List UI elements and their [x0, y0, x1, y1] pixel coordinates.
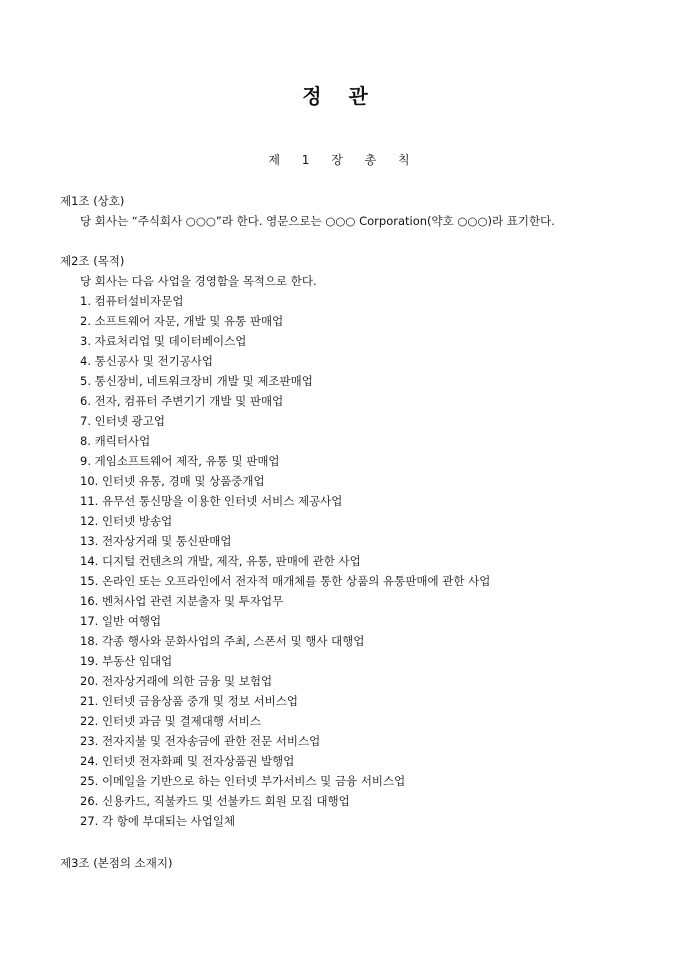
list-item: 19. 부동산 임대업	[80, 654, 173, 668]
list-item: 14. 디지털 컨텐츠의 개발, 제작, 유통, 판매에 관한 사업	[80, 554, 361, 568]
article-1-heading: 제1조 (상호)	[60, 194, 125, 208]
list-item: 1. 컴퓨터설비자문업	[80, 294, 184, 308]
list-item: 3. 자료처리업 및 데이터베이스업	[80, 334, 247, 348]
article-1-text: 당 회사는 “주식회사 ○○○”라 한다. 영문으로는 ○○○ Corporation(약호 ○○○)라 표기한다.	[80, 214, 555, 228]
list-item: 18. 각종 행사와 문화사업의 주최, 스폰서 및 행사 대행업	[80, 634, 365, 648]
list-item: 11. 유무선 통신망을 이용한 인터넷 서비스 제공사업	[80, 494, 343, 508]
list-item: 6. 전자, 컴퓨터 주변기기 개발 및 판매업	[80, 394, 284, 408]
list-item: 2. 소프트웨어 자문, 개발 및 유통 판매업	[80, 314, 284, 328]
article-3-heading: 제3조 (본점의 소재지)	[60, 856, 173, 870]
list-item: 23. 전자지불 및 전자송금에 관한 전문 서비스업	[80, 734, 321, 748]
list-item: 7. 인터넷 광고업	[80, 414, 165, 428]
list-item: 17. 일반 여행업	[80, 614, 162, 628]
list-item: 8. 캐릭터사업	[80, 434, 151, 448]
list-item: 9. 게임소프트웨어 제작, 유통 및 판매업	[80, 454, 280, 468]
list-item: 21. 인터넷 금융상품 중개 및 정보 서비스업	[80, 694, 298, 708]
list-item: 4. 통신공사 및 전기공사업	[80, 354, 214, 368]
list-item: 20. 전자상거래에 의한 금융 및 보험업	[80, 674, 273, 688]
list-item: 24. 인터넷 전자화폐 및 전자상품권 발행업	[80, 754, 295, 768]
list-item: 26. 신용카드, 직불카드 및 선불카드 회원 모집 대행업	[80, 794, 350, 808]
list-item: 10. 인터넷 유통, 경매 및 상품중개업	[80, 474, 265, 488]
list-item: 13. 전자상거래 및 통신판매업	[80, 534, 232, 548]
list-item: 12. 인터넷 방송업	[80, 514, 173, 528]
list-item: 5. 통신장비, 네트워크장비 개발 및 제조판매업	[80, 374, 313, 388]
document-title: 정 관	[302, 84, 378, 108]
list-item: 15. 온라인 또는 오프라인에서 전자적 매개체를 통한 상품의 유통판매에 관한 사업	[80, 574, 491, 588]
list-item: 16. 벤처사업 관련 지분출자 및 투자업무	[80, 594, 284, 608]
list-item: 22. 인터넷 과금 및 결제대행 서비스	[80, 714, 261, 728]
list-item: 27. 각 항에 부대되는 사업일체	[80, 814, 236, 828]
article-2-heading: 제2조 (목적)	[60, 254, 125, 268]
chapter-heading: 제 1 장 총 칙	[268, 153, 412, 167]
article-2-intro: 당 회사는 다음 사업을 경영함을 목적으로 한다.	[80, 274, 317, 288]
list-item: 25. 이메일을 기반으로 하는 인터넷 부가서비스 및 금융 서비스업	[80, 774, 406, 788]
